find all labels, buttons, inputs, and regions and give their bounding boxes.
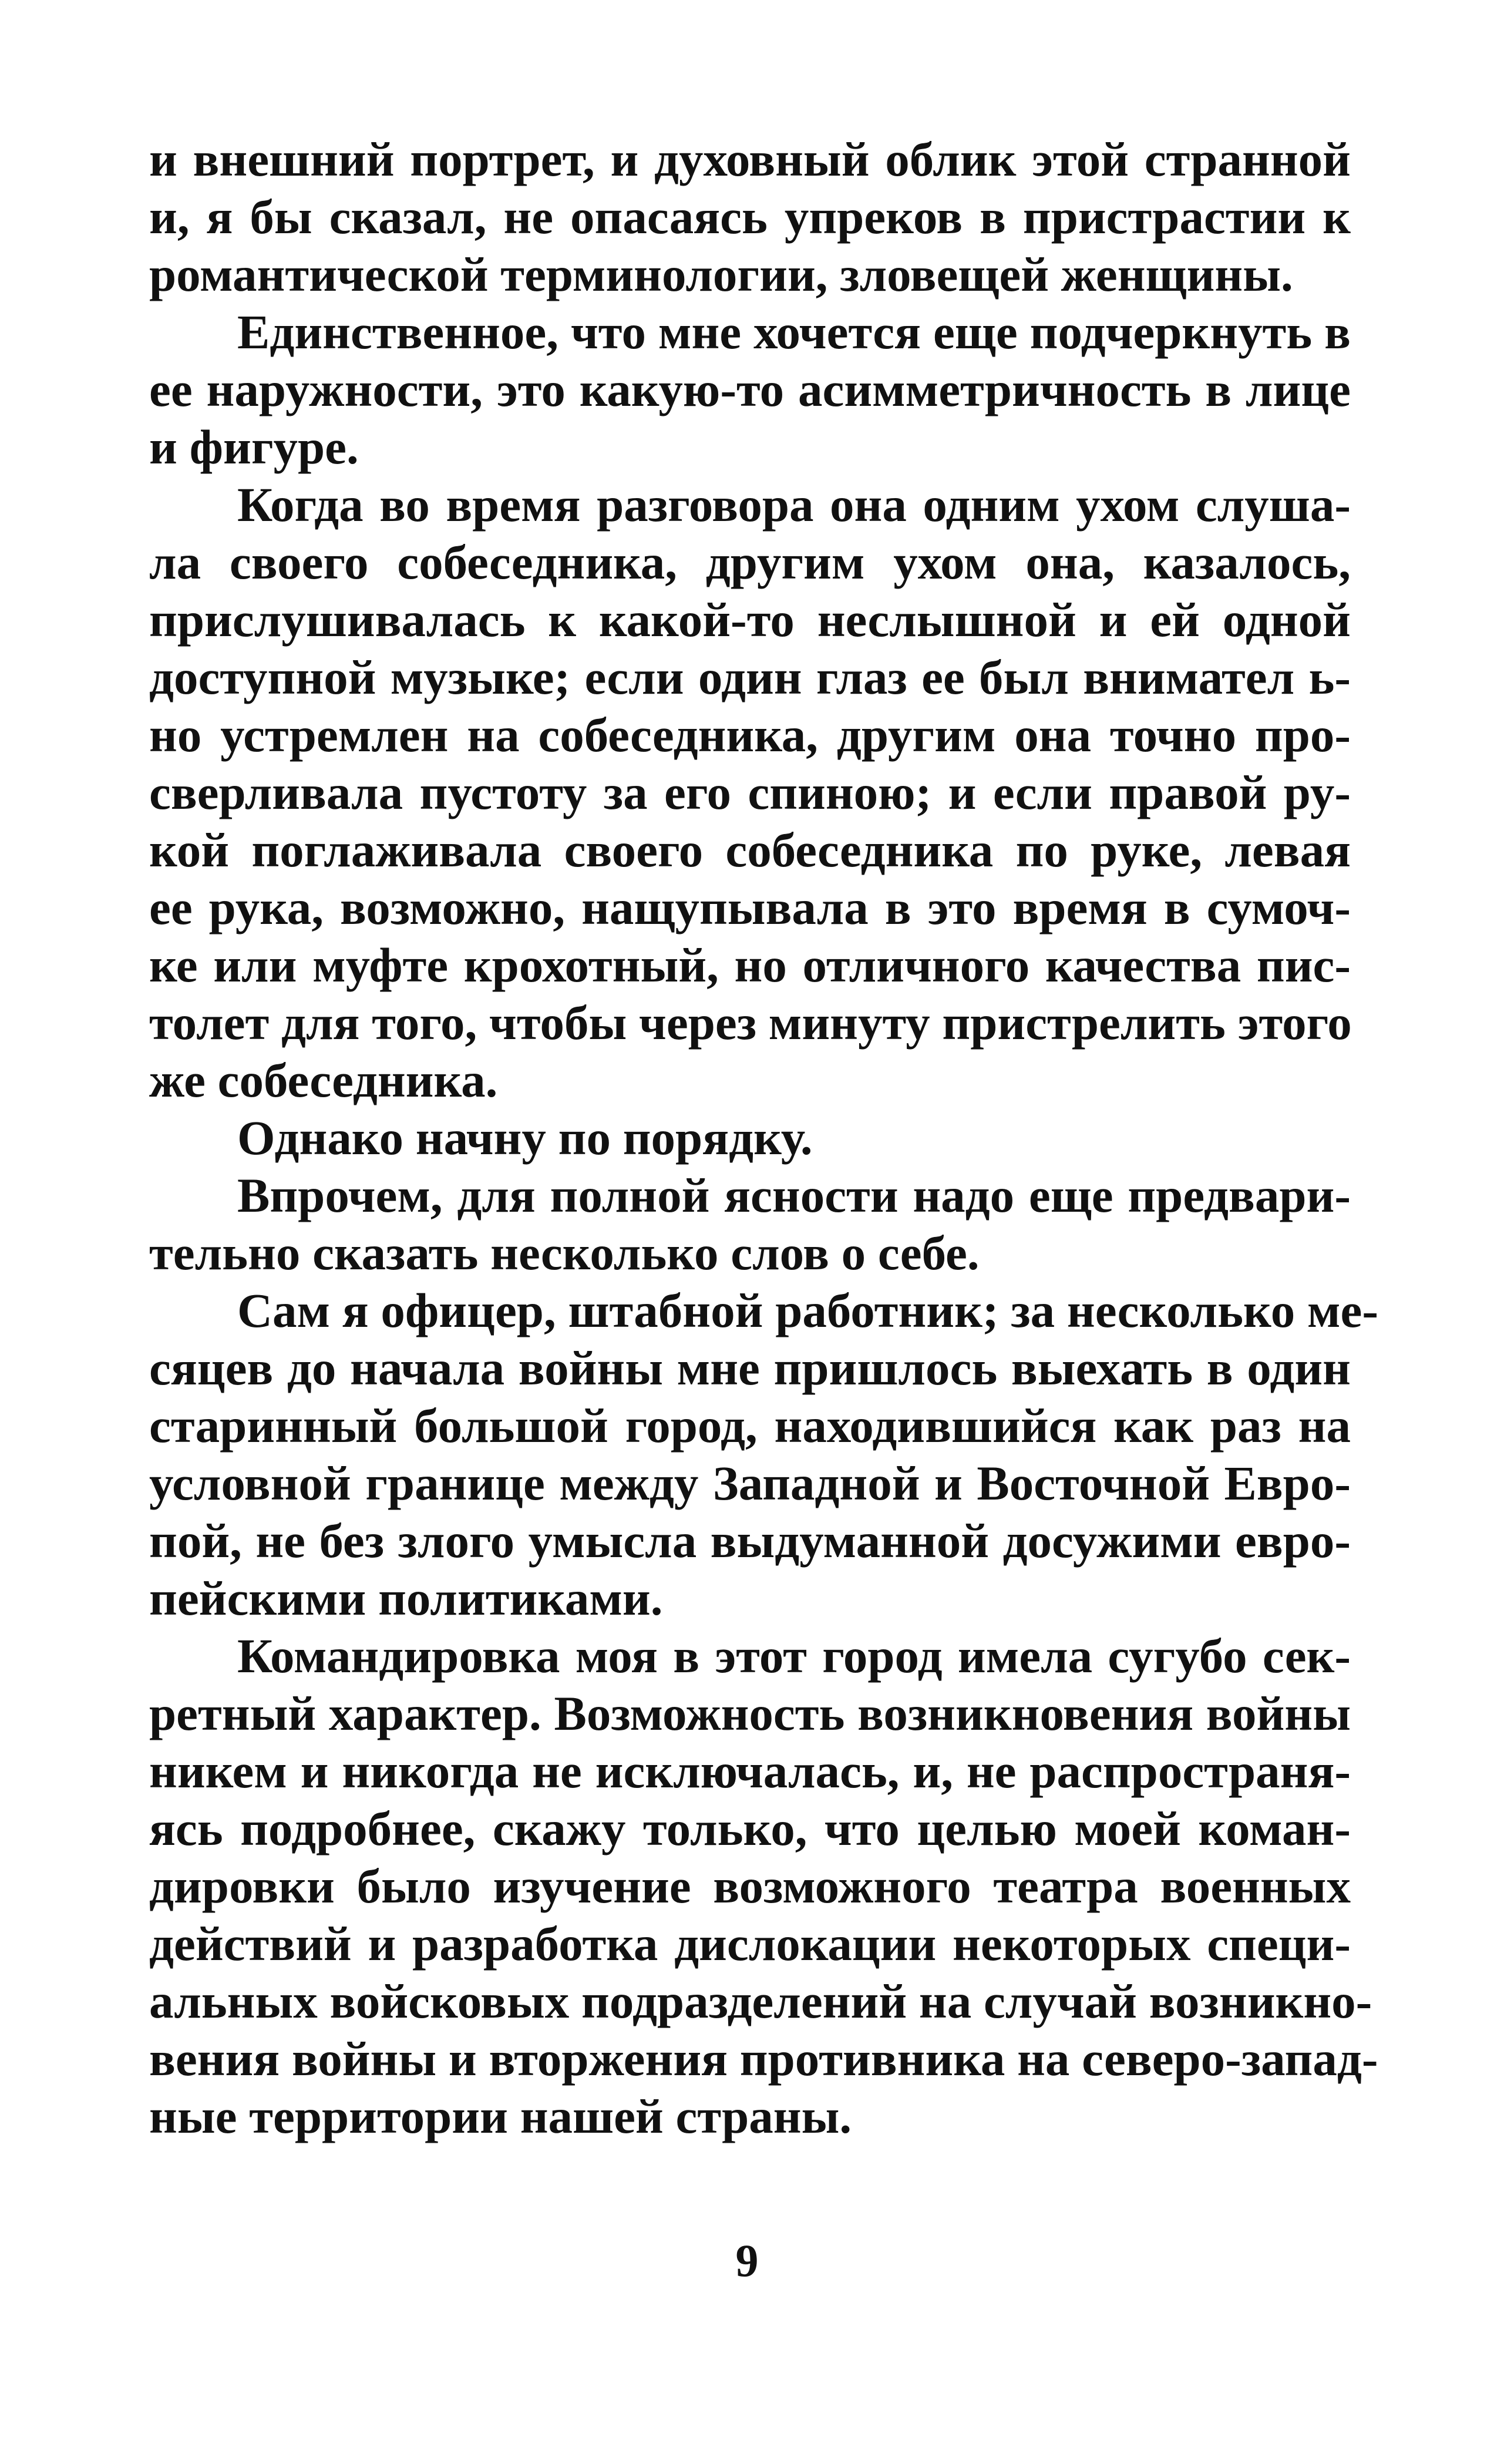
text-line: толет для того, чтобы через минуту пристрелить этого <box>149 996 1352 1050</box>
text-line: тельно сказать несколько слов о себе. <box>149 1226 980 1280</box>
text-line: альных войсковых подразделений на случай возникно- <box>149 1974 1372 2028</box>
text-line: Когда во время разговора она одним ухом слуша- <box>237 478 1351 532</box>
text-line: пейскими политиками. <box>149 1571 663 1625</box>
body-text <box>149 130 1379 2145</box>
text-line: и внешний портрет, и духовный облик этой странной <box>149 132 1351 186</box>
text-line: но устремлен на собеседника, другим она точно про- <box>149 708 1351 762</box>
text-line: сяцев до начала войны мне пришлось выехать в один <box>149 1341 1351 1395</box>
text-line: ные территории нашей страны. <box>149 2089 852 2143</box>
text-line: ее рука, возможно, нащупывала в это время в сумоч- <box>149 880 1351 934</box>
text-line: доступной музыке; если один глаз ее был внимател ь- <box>149 650 1351 704</box>
text-line: никем и никогда не исключалась, и, не распространя- <box>149 1744 1351 1798</box>
text-line: Сам я офицер, штабной работник; за несколько ме- <box>237 1283 1379 1337</box>
text-line: ретный характер. Возможность возникновения войны <box>149 1686 1351 1740</box>
paragraph <box>149 1282 1379 1627</box>
text-line: пой, не без злого умысла выдуманной досужими евро- <box>149 1514 1351 1568</box>
text-line: Однако начну по порядку. <box>237 1111 813 1165</box>
text-line: и фигуре. <box>149 420 359 474</box>
paragraph <box>149 1167 1351 1282</box>
text-line: сверливала пустоту за его спиною; и если правой ру- <box>149 765 1351 819</box>
paragraph <box>149 130 1351 303</box>
text-line: ла своего собеседника, другим ухом она, казалось, <box>149 535 1351 589</box>
text-line: Впрочем, для полной ясности надо еще предвари- <box>237 1168 1351 1222</box>
text-line: условной границе между Западной и Восточной Евро- <box>149 1456 1351 1510</box>
paragraph <box>149 1627 1378 2145</box>
paragraph <box>149 303 1351 476</box>
text-line: ясь подробнее, скажу только, что целью моей коман- <box>149 1801 1351 1855</box>
text-line: и, я бы сказал, не опасаясь упреков в пристрастии к <box>149 190 1351 244</box>
text-line: вения войны и вторжения противника на северо-запад- <box>149 2032 1378 2086</box>
page-number: 9 <box>735 2235 759 2286</box>
paragraph <box>149 1109 1351 1167</box>
text-line: романтической терминологии, зловещей женщины. <box>149 247 1293 301</box>
text-line: Единственное, что мне хочется еще подчеркнуть в <box>237 305 1351 359</box>
text-line: действий и разработка дислокации некоторых специ- <box>149 1917 1351 1971</box>
text-line: кой поглаживала своего собеседника по руке, левая <box>149 823 1351 877</box>
text-line: старинный большой город, находившийся как раз на <box>149 1399 1351 1453</box>
text-line: же собеседника. <box>149 1053 498 1107</box>
text-line: ке или муфте крохотный, но отличного качества пис- <box>149 938 1351 992</box>
text-line: ее наружности, это какую-то асимметричность в лице <box>149 362 1351 416</box>
text-line: дировки было изучение возможного театра военных <box>149 1859 1351 1913</box>
paragraph <box>149 476 1351 1109</box>
text-line: Командировка моя в этот город имела сугубо сек- <box>237 1629 1351 1683</box>
text-line: прислушивалась к какой-то неслышной и ей одной <box>149 593 1351 647</box>
